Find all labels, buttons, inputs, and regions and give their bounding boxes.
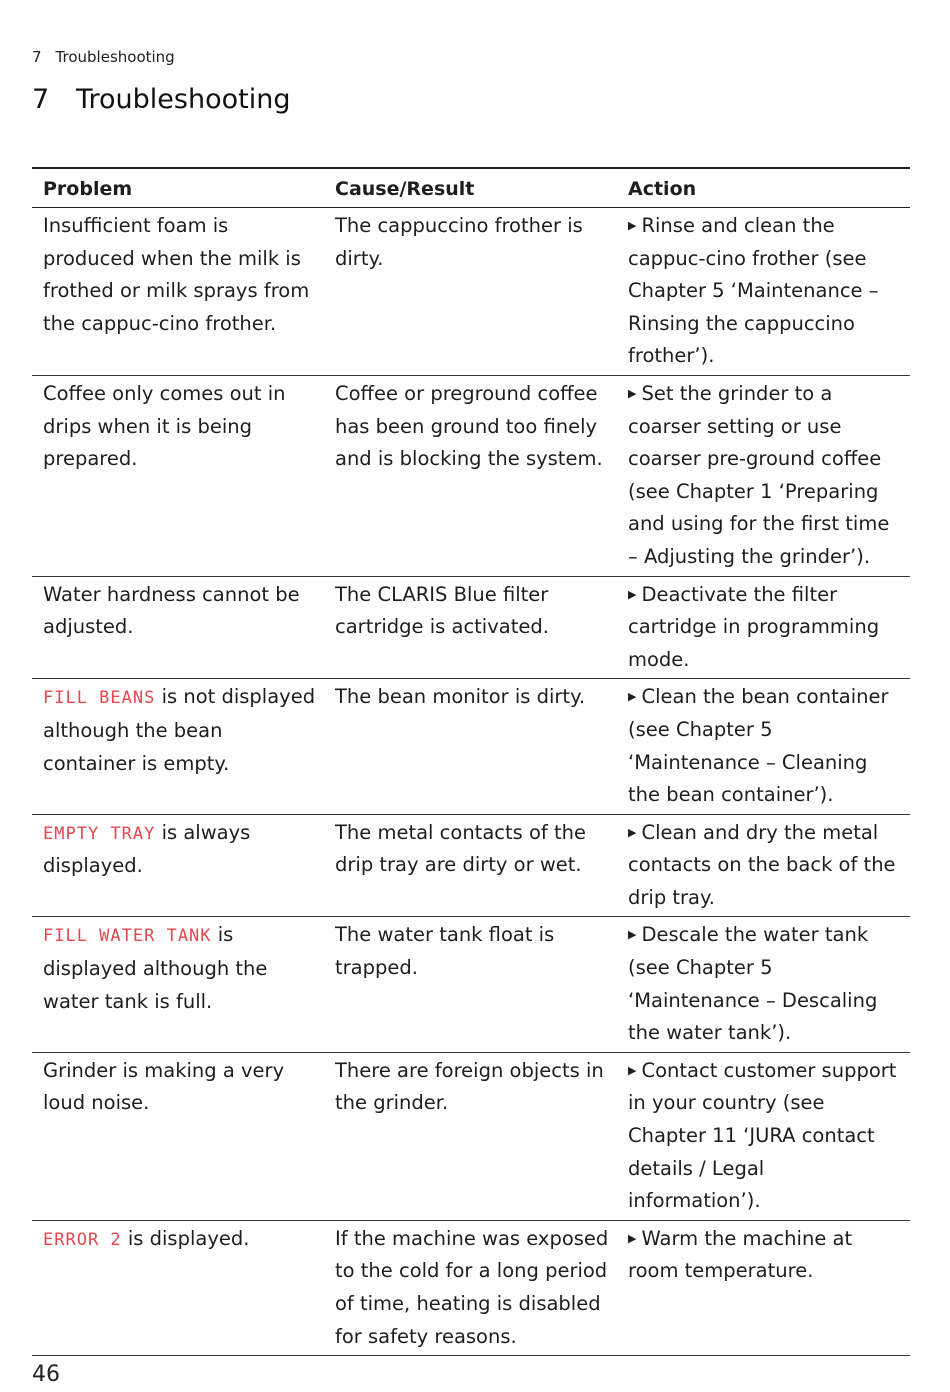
troubleshooting-table <box>32 167 910 1356</box>
table-row <box>32 917 910 1052</box>
display-message: ERROR 2 <box>43 1229 122 1250</box>
table-row <box>32 375 910 576</box>
problem-cell <box>32 1052 324 1220</box>
column-header-problem: Problem <box>43 178 133 200</box>
problem-text: is always displayed. <box>43 820 251 878</box>
cause-cell: There are foreign objects in the grinder. <box>335 1058 604 1115</box>
action-cell <box>617 679 910 814</box>
action-cell <box>617 1052 910 1220</box>
right-triangle-icon: ▶ <box>628 1063 637 1077</box>
cause-cell: The CLARIS Blue filter cartridge is activated. <box>335 582 549 639</box>
action-cell <box>617 917 910 1052</box>
action-text: Descale the water tank (see Chapter 5 ‘Maintenance – Descaling the water tank’). <box>628 923 878 1045</box>
table-row <box>32 679 910 814</box>
cause-cell: Coffee or preground coffee has been ground too finely and is blocking the system. <box>335 381 603 471</box>
cause-cell: The metal contacts of the drip tray are dirty or wet. <box>335 820 586 877</box>
action-text: Contact customer support in your country (see Chapter 11 ‘JURA contact details / Legal information’). <box>628 1058 897 1213</box>
action-text: Clean the bean container (see Chapter 5 ‘Maintenance – Cleaning the bean container’). <box>628 685 889 807</box>
problem-cell <box>32 917 324 1052</box>
display-message: EMPTY TRAY <box>43 823 156 844</box>
action-text: Rinse and clean the cappuc-cino frother (see Chapter 5 ‘Maintenance – Rinsing the cappuccino frother’). <box>628 214 879 368</box>
problem-cell <box>32 375 324 576</box>
display-message: FILL BEANS <box>43 688 156 709</box>
problem-text: Water hardness cannot be adjusted. <box>43 582 300 639</box>
right-triangle-icon: ▶ <box>628 587 637 601</box>
table-row <box>32 576 910 679</box>
cause-cell: The bean monitor is dirty. <box>335 685 586 709</box>
running-header-chapter-label: Troubleshooting <box>55 48 175 66</box>
column-header-cause: Cause/Result <box>335 178 475 200</box>
right-triangle-icon: ▶ <box>628 928 637 942</box>
running-header-chapter-number: 7 <box>32 48 42 66</box>
display-message: FILL WATER TANK <box>43 926 212 947</box>
problem-text: is displayed. <box>127 1226 250 1250</box>
problem-text: Grinder is making a very loud noise. <box>43 1058 285 1115</box>
problem-text: is not displayed although the bean container is empty. <box>43 685 316 775</box>
page-title-text: Troubleshooting <box>76 84 291 115</box>
table-header-row <box>32 168 910 208</box>
table-row <box>32 814 910 917</box>
page-title-number: 7 <box>32 84 50 115</box>
problem-cell <box>32 576 324 679</box>
action-text: Clean and dry the metal contacts on the back of the drip tray. <box>628 820 896 909</box>
problem-text: is displayed although the water tank is full. <box>43 923 268 1013</box>
action-cell <box>617 576 910 679</box>
right-triangle-icon: ▶ <box>628 1231 637 1245</box>
problem-text: Insufficient foam is produced when the milk is frothed or milk sprays from the cappuc-cino frother. <box>43 214 310 335</box>
problem-cell <box>32 1220 324 1355</box>
column-header-action: Action <box>628 178 697 200</box>
action-text: Warm the machine at room temperature. <box>628 1226 853 1283</box>
table-row <box>32 1052 910 1220</box>
problem-cell <box>32 679 324 814</box>
page-number: 46 <box>32 1362 60 1387</box>
right-triangle-icon: ▶ <box>628 825 637 839</box>
problem-text: Coffee only comes out in drips when it is being prepared. <box>43 381 286 471</box>
cause-cell: The water tank float is trapped. <box>335 923 555 980</box>
action-cell <box>617 1220 910 1355</box>
action-text: Set the grinder to a coarser setting or use coarser pre-ground coffee (see Chapter 1 ‘Preparing and using for the first time – Adjusting the grinder’). <box>628 381 890 568</box>
action-cell <box>617 375 910 576</box>
problem-cell <box>32 208 324 376</box>
problem-cell <box>32 814 324 917</box>
right-triangle-icon: ▶ <box>628 219 637 232</box>
table-row <box>32 1220 910 1355</box>
running-header <box>32 48 175 66</box>
action-cell <box>617 814 910 917</box>
right-triangle-icon: ▶ <box>628 386 637 400</box>
table-row <box>32 208 910 376</box>
page-title <box>32 84 290 115</box>
action-text: Deactivate the filter cartridge in programming mode. <box>628 582 880 671</box>
action-cell <box>617 208 910 376</box>
right-triangle-icon: ▶ <box>628 690 637 704</box>
cause-cell: The cappuccino frother is dirty. <box>335 214 583 270</box>
cause-cell: If the machine was exposed to the cold for a long period of time, heating is disabled for safety reasons. <box>335 1226 609 1348</box>
